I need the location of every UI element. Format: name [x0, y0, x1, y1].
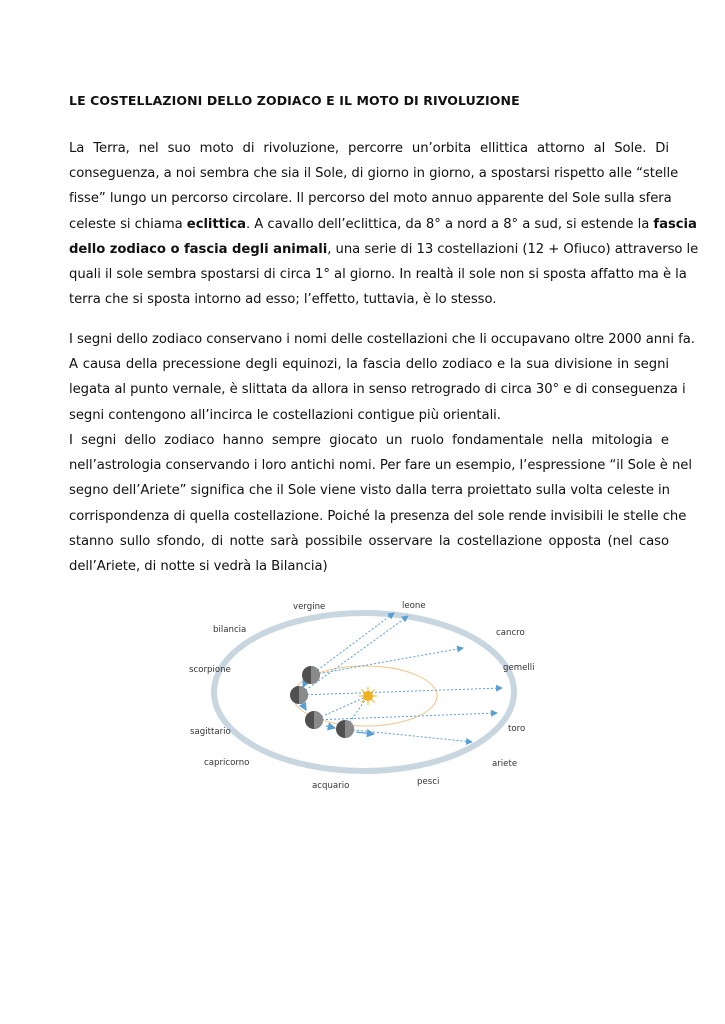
text-line: I segni dello zodiaco hanno sempre giocato un ruolo fondamentale nella mitologia e: [69, 433, 669, 448]
zodiac-diagram-svg: [180, 592, 550, 792]
document-title: LE COSTELLAZIONI DELLO ZODIACO E IL MOTO DI RIVOLUZIONE: [69, 93, 520, 108]
label-gemelli: gemelli: [503, 663, 535, 673]
text-line: segno dell’Ariete” significa che il Sole viene visto dalla terra proiettato sulla volta celeste in: [69, 483, 670, 499]
label-leone: leone: [402, 601, 426, 611]
label-vergine: vergine: [293, 602, 326, 612]
text-line: A causa della precessione degli equinozi, la fascia dello zodiaco e la sua divisione in segni: [69, 357, 669, 373]
text-line: nell’astrologia conservando i loro antichi nomi. Per fare un esempio, l’espressione “il Sole è nel: [69, 458, 692, 474]
sun-icon: [359, 687, 377, 705]
label-cancro: cancro: [496, 628, 525, 638]
label-bilancia: bilancia: [213, 625, 247, 635]
earth-positions: [290, 666, 354, 738]
sight-line-vergine: [311, 613, 394, 675]
text-line: legata al punto vernale, è slittata da allora in senso retrogrado di circa 30° e di conseguenza i: [69, 382, 686, 398]
text-line: stanno sullo sfondo, di notte sarà possibile osservare la costellazione opposta (nel caso: [69, 533, 669, 549]
text-line: [69, 212, 697, 237]
text-line: segni contengono all’incirca le costellazioni contigue più orientali.: [69, 407, 501, 423]
text-line: dell’Ariete, di notte si vedrà la Bilancia): [69, 559, 328, 575]
label-sagittario: sagittario: [190, 727, 231, 737]
bold-term-eclittica: eclittica: [186, 216, 246, 232]
sight-line-leone: [299, 616, 408, 695]
zodiac-diagram: [180, 592, 550, 792]
label-capricorno: capricorno: [204, 758, 250, 768]
text-line: corrispondenza di quella costellazione. Poiché la presenza del sole rende invisibili le stelle che: [69, 508, 687, 524]
label-ariete: ariete: [492, 759, 518, 769]
bold-term-fascia: fascia: [653, 216, 697, 232]
bold-term-fascia-zodiaco: dello zodiaco o fascia degli animali: [69, 241, 328, 257]
text-line: conseguenza, a noi sembra che sia il Sole, di giorno in giorno, a spostarsi rispetto alle “stelle: [69, 166, 679, 182]
sight-line-cancro: [311, 648, 463, 675]
paragraph-2: [69, 327, 695, 428]
sight-line-toro: [314, 713, 497, 720]
text-segment: . A cavallo dell’eclittica, da 8° a nord a 8° a sud, si estende la: [246, 216, 654, 232]
paragraph-1: [69, 136, 699, 312]
label-pesci: pesci: [417, 777, 440, 787]
label-toro: toro: [508, 724, 526, 734]
text-line: quali il sole sembra spostarsi di circa 1° al giorno. In realtà il sole non si sposta affatto ma è la: [69, 267, 687, 283]
text-line: terra che si sposta intorno ad esso; l’effetto, tuttavia, è lo stesso.: [69, 292, 497, 308]
text-line: fisse” lungo un percorso circolare. Il percorso del moto annuo apparente del Sole sulla sfera: [69, 191, 672, 207]
text-line: La Terra, nel suo moto di rivoluzione, percorre un’orbita ellittica attorno al Sole. Di: [69, 141, 669, 156]
paragraph-3: [69, 428, 692, 579]
sight-line-gemelli: [299, 688, 502, 695]
text-line: [69, 237, 699, 262]
sight-line-ariete: [345, 729, 472, 742]
label-acquario: acquario: [312, 781, 350, 791]
text-line: I segni dello zodiaco conservano i nomi delle costellazioni che li occupavano oltre 2000 anni fa.: [69, 332, 695, 347]
label-scorpione: scorpione: [189, 665, 231, 675]
text-segment: celeste si chiama: [69, 216, 187, 232]
text-segment: , una serie di 13 costellazioni (12 + Ofiuco) attraverso le: [327, 241, 699, 257]
